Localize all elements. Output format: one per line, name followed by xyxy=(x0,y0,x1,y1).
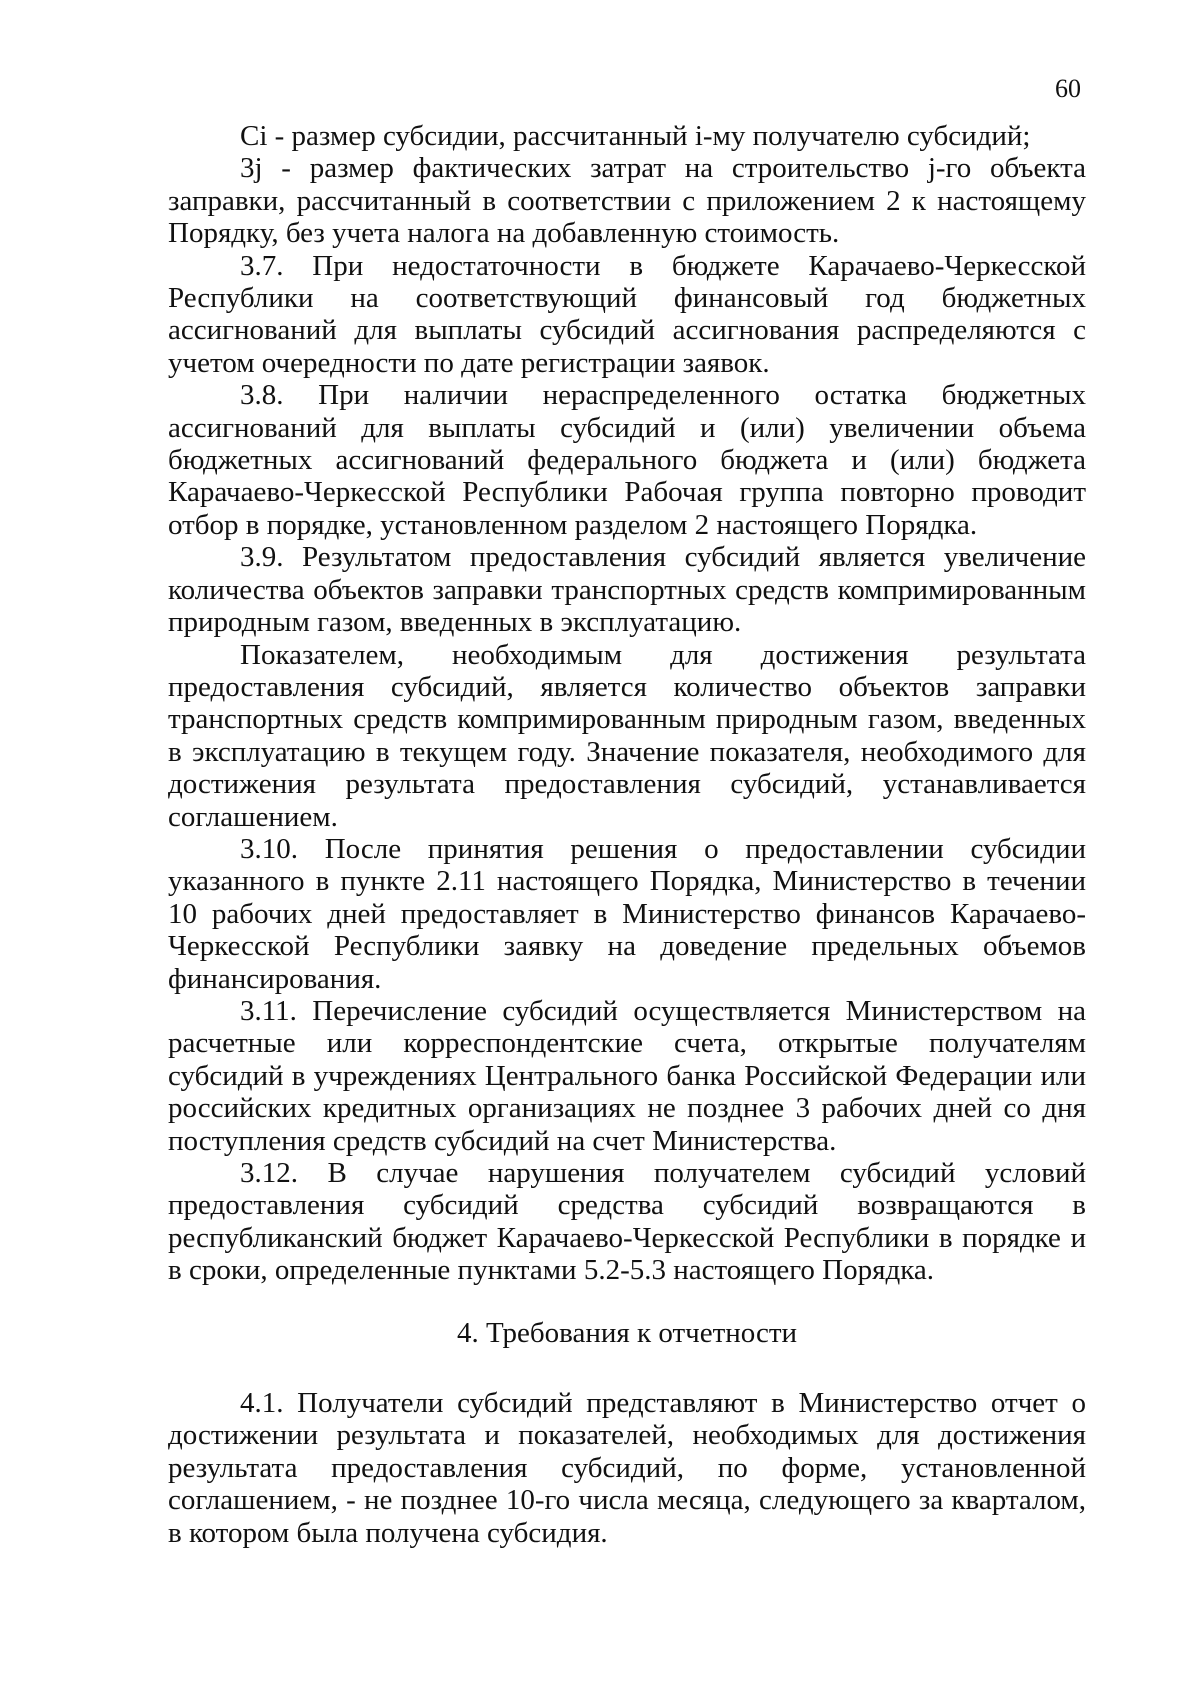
document-body xyxy=(168,120,1086,1549)
paragraph-indicator: Показателем, необходимым для достижения результата предоставления субсидий, является количество объектов заправки транспортных средств компримированным природным газом, введенных в эксплуатацию в текущем году. Значение показателя, необходимого для достижения результата предоставления субсидий, устанавливается соглашением. xyxy=(168,638,1086,833)
paragraph-3-12: 3.12. В случае нарушения получателем субсидий условий предоставления субсидий средства субсидий возвращаются в республиканский бюджет Карачаево-Черкесской Республики в порядке и в сроки, определенные пунктами 5.2-5.3 настоящего Порядка. xyxy=(168,1157,1086,1287)
paragraph-3-9: 3.9. Результатом предоставления субсидий является увеличение количества объектов заправки транспортных средств компримированным природным газом, введенных в эксплуатацию. xyxy=(168,541,1086,639)
paragraph-3-10: 3.10. После принятия решения о предоставлении субсидии указанного в пункте 2.11 настоящего Порядка, Министерство в течении 10 рабочих дней предоставляет в Министерство финансов Карачаево-Черкесской Республики заявку на доведение предельных объемов финансирования. xyxy=(168,832,1086,995)
paragraph-4-1: 4.1. Получатели субсидий представляют в Министерство отчет о достижении результата и показателей, необходимых для достижения результата предоставления субсидий, по форме, установленной соглашением, - не позднее 10-го числа месяца, следующего за кварталом, в котором была получена субсидия. xyxy=(168,1387,1086,1549)
section-heading: 4. Требования к отчетности xyxy=(456,1316,798,1349)
paragraph-3-8: 3.8. При наличии нераспределенного остатка бюджетных ассигнований для выплаты субсидий и (или) увеличении объема бюджетных ассигнований федерального бюджета и (или) бюджета Карачаево-Черкесской Республики Рабочая группа повторно проводит отбор в порядке, установленном разделом 2 настоящего Порядка. xyxy=(168,379,1086,541)
paragraph-3j-definition: 3j - размер фактических затрат на строительство j-го объекта заправки, рассчитанный в соответствии с приложением 2 к настоящему Порядку, без учета налога на добавленную стоимость. xyxy=(168,152,1086,250)
spacer xyxy=(168,1287,1086,1317)
spacer xyxy=(168,1349,1086,1387)
paragraph-ci-definition: Ci - размер субсидии, рассчитанный i-му получателю субсидий; xyxy=(240,120,1031,152)
paragraph-3-7: 3.7. При недостаточности в бюджете Карачаево-Черкесской Республики на соответствующий финансовый год бюджетных ассигнований для выплаты субсидий ассигнования распределяются с учетом очередности по дате регистрации заявок. xyxy=(168,249,1086,379)
page-number: 60 xyxy=(1055,74,1081,103)
paragraph-3-11: 3.11. Перечисление субсидий осуществляется Министерством на расчетные или корреспондентские счета, открытые получателям субсидий в учреждениях Центрального банка Российской Федерации или российских кредитных организациях не позднее 3 рабочих дней со дня поступления средств субсидий на счет Министерства. xyxy=(168,994,1086,1157)
